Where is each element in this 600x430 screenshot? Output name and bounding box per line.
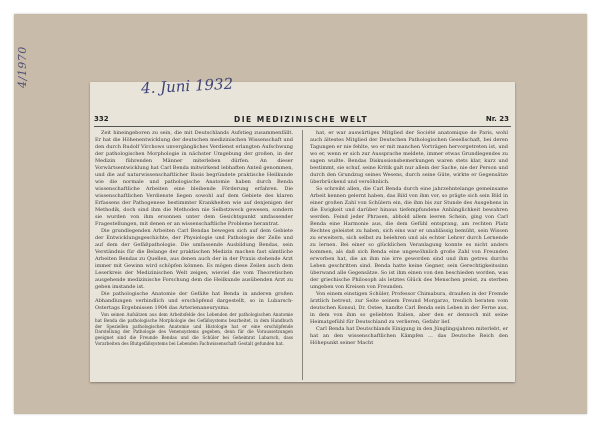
paragraph: Carl Benda hat Deutschlands Einigung in den Jünglingsjahren miterlebt, er hat an den wissenschaftlichen Kämpfen ... das Deutsche Reich den Höhepunkt seiner Macht [310,326,508,346]
header-rule [94,126,511,127]
newspaper-clipping [90,82,515,382]
paragraph: Die pathologische Anatomie der Gefäße hat Benda in anderen großen Abhandlungen verbindlich und erschöpfend dargestellt, so in Lubarsch-Ostertags Ergebnissen 1904 das Arterienaneurysma. [95,291,293,311]
handwritten-date: 4. Juni 1932 [140,74,234,98]
archive-number-note: 4/1970 [16,46,29,88]
page-number: 332 [94,115,109,123]
left-column [95,130,293,380]
column-divider [302,130,303,380]
issue-number: Nr. 23 [485,115,509,123]
paragraph: Zeit hineingeboren zu sein, die mit Deutschlands Aufstieg zusammenfällt. Er hat die Höhenentwicklung der deutschen medizinischen Wissenschaft und den durch Rudolf Virchows unvergängliches Verdienst erlangten Aufschwung der pathologischen Morphologie in nächster Umgebung der großen, in der Medizin führenden Männer miterleben dürfen. An dieser Vorwärtsentwicklung hat Carl Benda mitwirkend lebhaften Anteil genommen, und die auf naturwissenschaftlicher Basis begründete praktische Heilkunde wie die normale und pathologische Anatomie haben durch Benda wissenschaftliche Arbeiten eine bleibende Förderung erfahren. Die wissenschaftlichen Verdienste liegen sowohl auf dem Gebiete des klaren Erfassens der Pathogenese bestimmter Krankheiten wie auf denjenigen der Methodik, doch sind ihm die Methoden nie Selbstzweck gewesen, sondern sie wurden von ihm ersonnen unter dem Gesichtspunkt umfassender Fragestellungen, mit denen er an wissenschaftliche Probleme herantrat. [95,130,293,227]
paragraph: Von einem einstigen Schüler, Professor Chimabura, draußen in der Fremde ärztlich betreut, zur Seite seinem Freund Morgarzo, treulich beraten vom deutschen Konsul, Dr. Ostee, handte Carl Benda sein Leben in der Ferne aus, in dem von ihm so geliebten Italien, aber den er dennoch mit seine Heimatgefühl für Deutschland zu verlieren, Gefahr lief. [310,291,508,325]
footnote-paragraph: Von seinen Aufsätzen aus dem Arbeitsfelde des Lebenden der pathologischen Anatomie hat Benda die pathologische Morphologie des Gefäßsystems bearbeitet, in dem Handbuch der Speziellen pathologischen Anatomie und Histologie hat er eine erschöpfende Darstellung der Pathologie des Venensystems gegeben, denn für die Voraussetzungen geeignet sind die Freunde Bendas und die Schüler bei Geheimrat Lubarsch, dass Vorarbeiten des Blutgefäßsystems bei Lebenden Fachwissenschaft Gestalt gefunden hat. [95,312,293,346]
paragraph: hat, er war auswärtiges Mitglied der Société anatomique de Paris, wohl auch ältestes Mitglied der Deutschen Pathologischen Gesellschaft, bei deren Tagungen er nie fehlte, wo er mit manchen Vorträgen hervorgetreten ist, und wo er, wenn er sich zur Aussprache meldete, immer etwas Grundlegendes zu sagen wußte. Bendas Diskussionsbemerkungen waren stets klar, kurz und bestimmt, sie schuf, seine Kritik galt nur allein der Sache, nie der Person und durch den Grundzug seines Wesens, durch seine Güte, wirkte er Gegensätze überbrückend und versöhnlich. [310,130,508,185]
paragraph: So schreibt allen, die Carl Benda durch eine jahrzehntelange gemeinsame Arbeit kennen gelernt haben, das Bild von ihm vor, so prägte sich sein Bild in einer großen Zahl von Schülern ein, die ihm bis zur Stunde des Ausgehens in die Ewigkeit und darüber hinaus tiefempfundene Anhänglichkeit bewahren werden. Feind jeder Phrasen, abhold allem leeren Schein, ging von Carl Benda eine Harmonie aus, die dem Gefühl entsprang, am rechten Platz Rechtes geleistet zu haben, sich eins war er unablässig bemüht, sein Wissen zu erweitern, sich selbst zu belehren und als echter Lehrer durch Lernende zu lernen. Bei einer so glücklichen Veranlagung konnte es nicht anders kommen, als daß sich Benda eine ungewöhnlich große Zahl von Freunden erworben hat, die an ihm nie irre geworden sind und ihm getreu durchs Leben geschritten sind. Benda hatte keine Gegner, sein Gerechtigkeitssinn überwand alle Gegensätze. So ist ihm einen von den beschieden worden, was der griechische Philosoph als letztes Glück des Menschen preist, zu sterben umgeben von Kreisen von Freunden. [310,186,508,290]
paragraph: Die grundlegenden Arbeiten Carl Bendas bewegen sich auf dem Gebiete der Entwicklungsgeschichte, der Physiologie und Pathologie der Zelle und auf dem der Gefäßpathologie. Die umfassende Ausbildung Bendas, sein Verständnis für die Belange der praktischen Medizin machen fast sämtliche Arbeiten Bendas zu Quellen, aus denen auch der in der Praxis stehende Arzt immer mit Gewinn wird schöpfen können. Es mögen diese Zeilen auch dem Leserkreis der Medizinischen Welt zeigen, wieviel die vom Theoretischen ausgehende medizinische Forschung dem die Heilkunde ausübenden Arzt zu geben imstande ist. [95,228,293,290]
right-column [310,130,508,380]
journal-title: DIE MEDIZINISCHE WELT [234,115,369,124]
